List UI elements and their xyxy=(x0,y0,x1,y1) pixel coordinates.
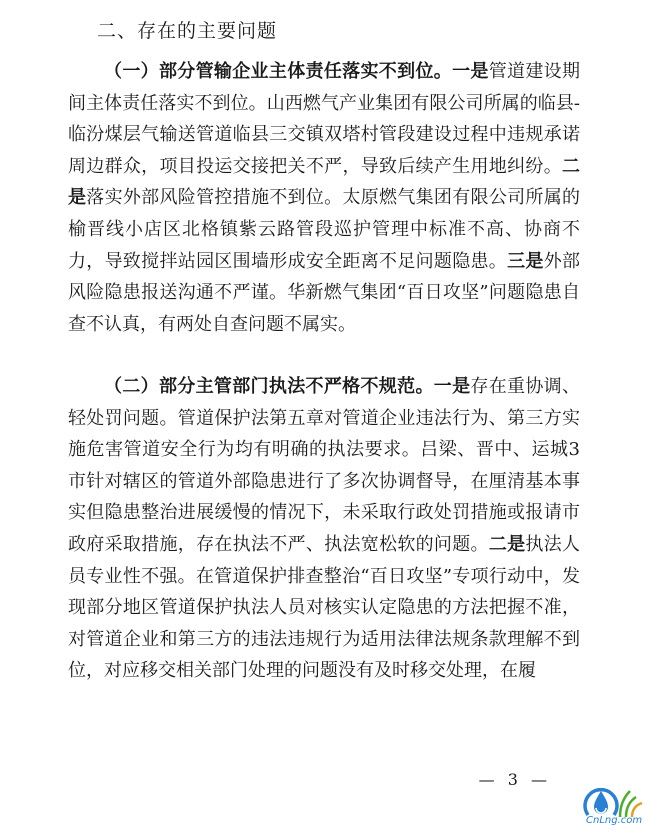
point-text: 落实外部风险管控措施不到位。太原燃气集团有限公司所属的榆晋线小店区北格镇紫云路管段巡护管理中标准不高、协商不力，导致搅拌站园区围墙形成安全距离不足问题隐患。 xyxy=(68,187,580,272)
section-1-body xyxy=(68,61,580,335)
paragraph-section-1 xyxy=(68,56,580,340)
point-text: 外部风险隐患报送沟通不严谨。华新燃气集团“百日攻坚”问题隐患自查不认真，有两处自查问题不属实。 xyxy=(68,250,580,335)
point-marker: 二是 xyxy=(488,533,526,555)
paragraph-section-2 xyxy=(68,371,580,687)
watermark-text: CnLng.com xyxy=(586,815,643,826)
section-1-lead: （一）部分管输企业主体责任落实不到位。 xyxy=(104,61,453,82)
section-2-lead: （二）部分主管部门执法不严格不规范。 xyxy=(104,376,434,397)
point-text: 执法人员专业性不强。在管道保护排查整治“百日攻坚”专项行动中，发现部分地区管道保护执法人员对核实认定隐患的方法把握不准，对管道企业和第三方的违法违规行为适用法律法规条款理解不到位，对应移交相关部门处理的问题没有及时移交处理，在履 xyxy=(68,533,580,682)
section-heading: 二、存在的主要问题 xyxy=(97,20,278,42)
point-marker: 一是 xyxy=(452,61,489,82)
point-marker: 三是 xyxy=(507,250,544,272)
point-marker: 一是 xyxy=(433,376,471,397)
point-marker: 二是 xyxy=(68,155,580,209)
page-number: — 3 — xyxy=(478,770,551,789)
point-text: 存在重协调、轻处罚问题。管道保护法第五章对管道企业违法行为、第三方实施危害管道安全行为均有明确的执法要求。吕梁、晋中、运城3市针对辖区的管道外部隐患进行了多次协调督导，在厘清基本事实但隐患整治进展缓慢的情况下，未采取行政处罚措施或报请市政府采取措施，存在执法不严、执法宽松软的问题。 xyxy=(68,376,581,555)
point-text: 管道建设期间主体责任落实不到位。山西燃气产业集团有限公司所属的临县-临汾煤层气输送管道临县三交镇双塔村管段建设过程中违规承诺周边群众，项目投运交接把关不严，导致后续产生用地纠纷。 xyxy=(68,61,580,177)
section-2-body xyxy=(68,376,580,681)
